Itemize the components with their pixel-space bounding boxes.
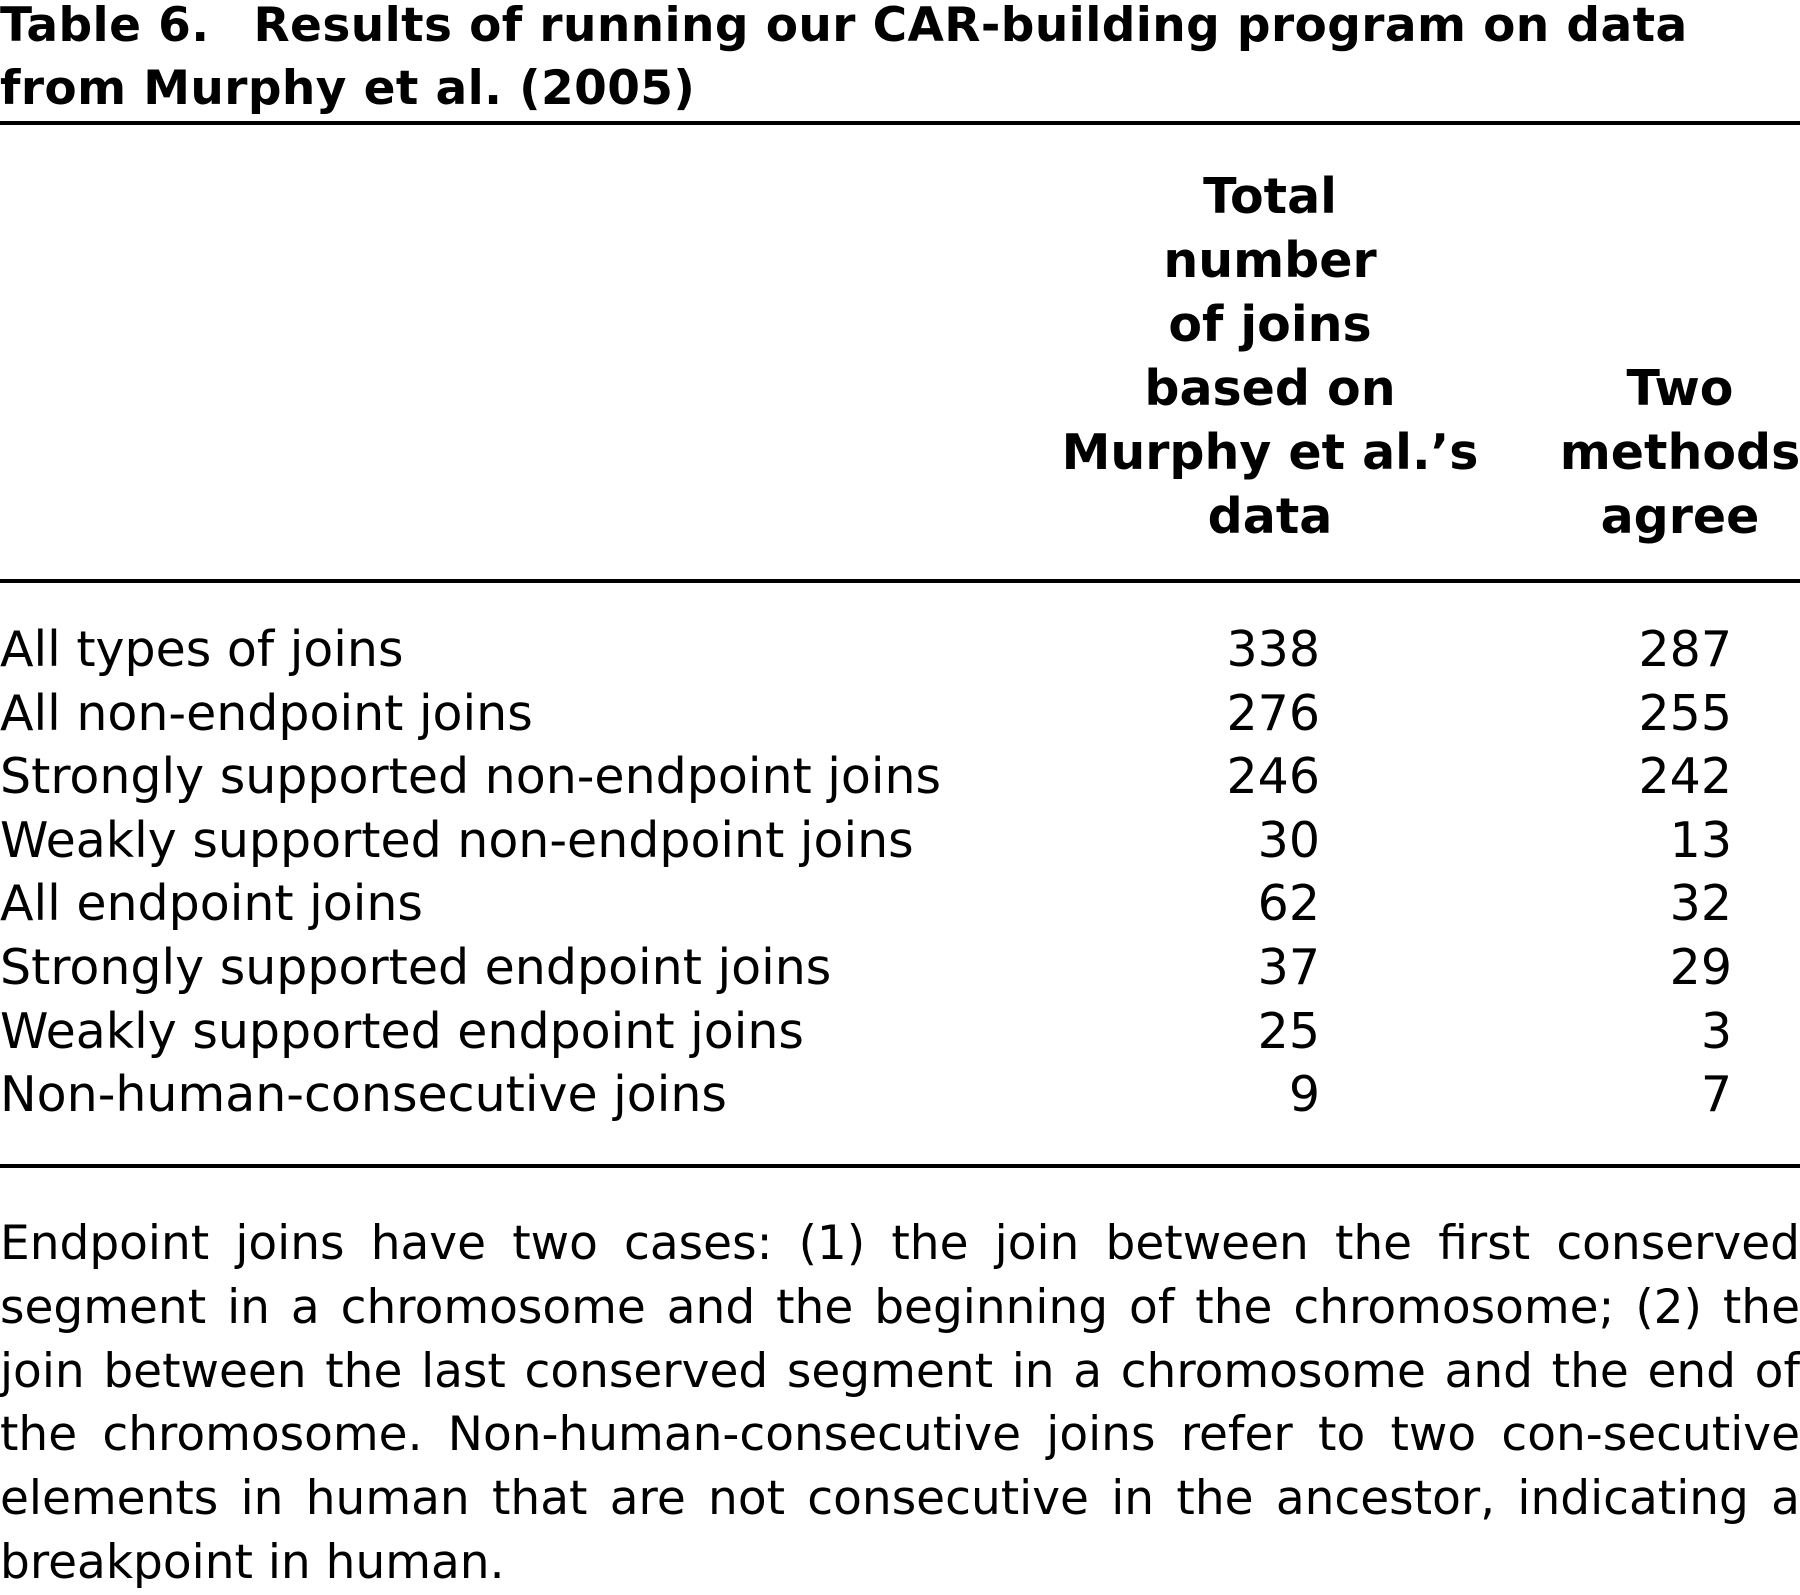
- cell-total-joins: 25: [1257, 1002, 1320, 1060]
- cell-methods-agree: 3: [1700, 1002, 1732, 1060]
- cell-methods-agree: 287: [1638, 621, 1732, 678]
- column-header-line: based on: [1144, 360, 1396, 417]
- row-label: Strongly supported non-endpoint joins: [0, 748, 942, 806]
- column-header-line: number: [1163, 232, 1377, 289]
- row-label: All non-endpoint joins: [0, 684, 533, 742]
- table-row: [0, 745, 1800, 809]
- column-header-line: Two: [1626, 360, 1734, 417]
- row-label: Strongly supported endpoint joins: [0, 938, 832, 996]
- column-header-line: agree: [1600, 488, 1760, 545]
- cell-total-joins: 9: [1288, 1066, 1320, 1124]
- cell-total-joins: 276: [1226, 684, 1320, 742]
- table-row: [0, 809, 1800, 873]
- table-row: [0, 1063, 1800, 1127]
- column-header-line: data: [1207, 488, 1333, 545]
- table-row: [0, 936, 1800, 1000]
- cell-total-joins: 37: [1257, 938, 1320, 996]
- header-rule: [0, 579, 1800, 583]
- column-header-line: of joins: [1168, 296, 1372, 353]
- table-body: [0, 618, 1800, 1127]
- table-label: Table 6.: [0, 0, 210, 53]
- cell-methods-agree: 7: [1700, 1066, 1732, 1124]
- table-footnote: Endpoint joins have two cases: (1) the join between the first conserved segment in a chromosome and the beginning of the chromosome; (2) the join between the last conserved segment in a chromosome and the end of the chromosome. Non-human-consecutive joins refer to two con-secutive elements in human that are not consecutive in the ancestor, indicating a breakpoint in human.: [0, 1216, 1800, 1590]
- cell-total-joins: 30: [1257, 811, 1320, 869]
- column-header-total-joins: [1040, 165, 1500, 549]
- cell-total-joins: 62: [1257, 875, 1320, 933]
- cell-methods-agree: 32: [1669, 875, 1732, 933]
- cell-total-joins: 246: [1226, 748, 1320, 806]
- cell-methods-agree: 255: [1638, 684, 1732, 742]
- row-label: All types of joins: [0, 621, 404, 678]
- column-header-line: methods: [1559, 424, 1800, 481]
- column-header-line: Total: [1203, 168, 1337, 225]
- row-label: Weakly supported non-endpoint joins: [0, 811, 914, 869]
- table-row: [0, 1000, 1800, 1064]
- cell-total-joins: 338: [1226, 621, 1320, 678]
- column-header-two-methods-agree: [1530, 357, 1800, 549]
- column-header-line: Murphy et al.’s: [1061, 424, 1479, 481]
- table-title: Results of running our CAR-building program on data from Murphy et al. (2005): [0, 0, 1688, 116]
- top-rule: [0, 121, 1800, 125]
- table-row: [0, 618, 1800, 682]
- cell-methods-agree: 13: [1669, 811, 1732, 869]
- table-row: [0, 682, 1800, 746]
- table-row: [0, 872, 1800, 936]
- cell-methods-agree: 29: [1669, 938, 1732, 996]
- cell-methods-agree: 242: [1638, 748, 1732, 806]
- table-caption: [0, 0, 1800, 120]
- row-label: All endpoint joins: [0, 875, 423, 933]
- row-label: Weakly supported endpoint joins: [0, 1002, 804, 1060]
- bottom-rule: [0, 1164, 1800, 1168]
- row-label: Non-human-consecutive joins: [0, 1066, 727, 1124]
